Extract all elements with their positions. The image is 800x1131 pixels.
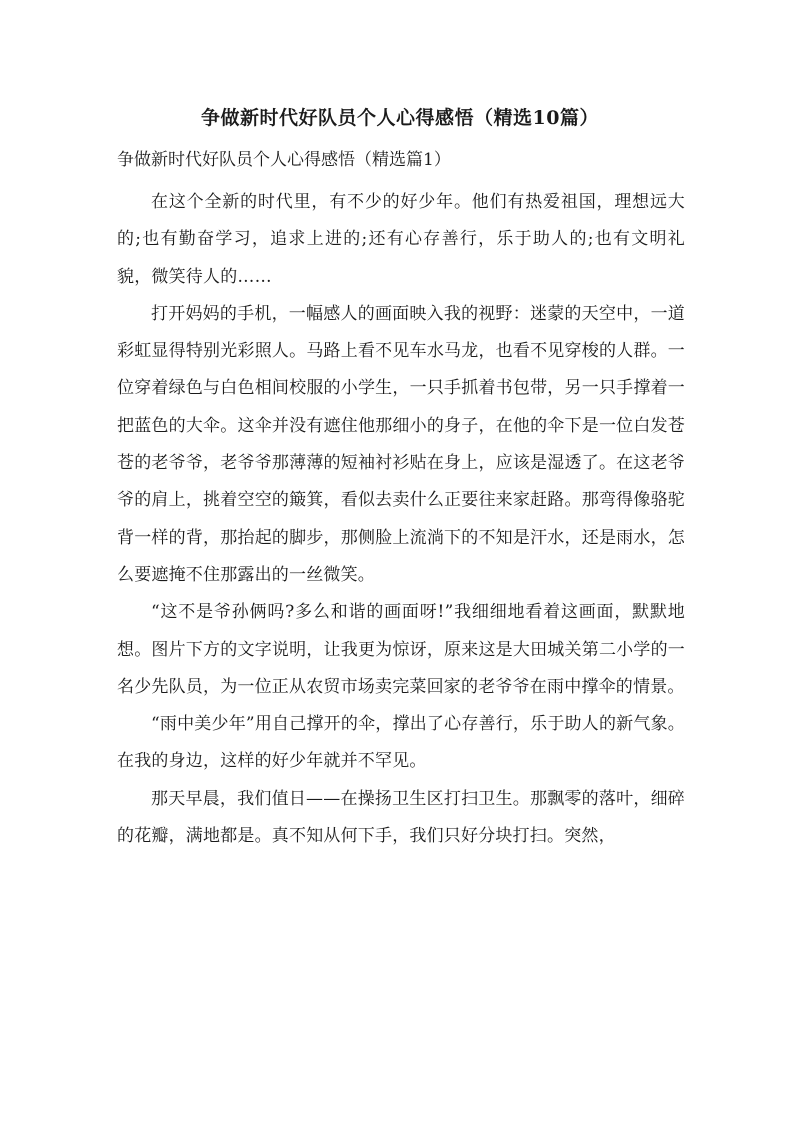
paragraph: “这不是爷孙俩吗?多么和谐的画面呀!”我细细地看着这画面，默默地想。图片下方的文字说明，让我更为惊讶，原来这是大田城关第二小学的一名少先队员，为一位正从农贸市场卖完菜回家的老爷爷在雨中撑伞的情景。 xyxy=(117,602,685,697)
document-body xyxy=(117,184,685,855)
paragraph: 打开妈妈的手机，一幅感人的画面映入我的视野：迷蒙的天空中，一道彩虹显得特别光彩照人。马路上看不见车水马龙，也看不见穿梭的人群。一位穿着绿色与白色相间校服的小学生，一只手抓着书包带，另一只手撑着一把蓝色的大伞。这伞并没有遮住他那细小的身子，在他的伞下是一位白发苍苍的老爷爷，老爷爷那薄薄的短袖衬衫贴在身上，应该是湿透了。在这老爷爷的肩上，挑着空空的簸箕，看似去卖什么正要往来家赶路。那弯得像骆驼背一样的背，那抬起的脚步，那侧脸上流淌下的不知是汗水，还是雨水，怎么要遮掩不住那露出的一丝微笑。 xyxy=(117,303,685,585)
paragraph: 在这个全新的时代里，有不少的好少年。他们有热爱祖国，理想远大的;也有勤奋学习，追求上进的;还有心存善行，乐于助人的;也有文明礼貌，微笑待人的…… xyxy=(117,192,685,287)
paragraph: 那天早晨，我们值日——在操扬卫生区打扫卫生。那飘零的落叶，细碎的花瓣，满地都是。真不知从何下手，我们只好分块打扫。突然， xyxy=(117,788,685,847)
document-title: 争做新时代好队员个人心得感悟（精选10篇） xyxy=(201,107,599,129)
section-subtitle: 争做新时代好队员个人心得感悟（精选篇1） xyxy=(117,150,451,170)
paragraph: “雨中美少年”用自己撑开的伞，撑出了心存善行，乐于助人的新气象。在我的身边，这样的好少年就并不罕见。 xyxy=(117,714,685,772)
